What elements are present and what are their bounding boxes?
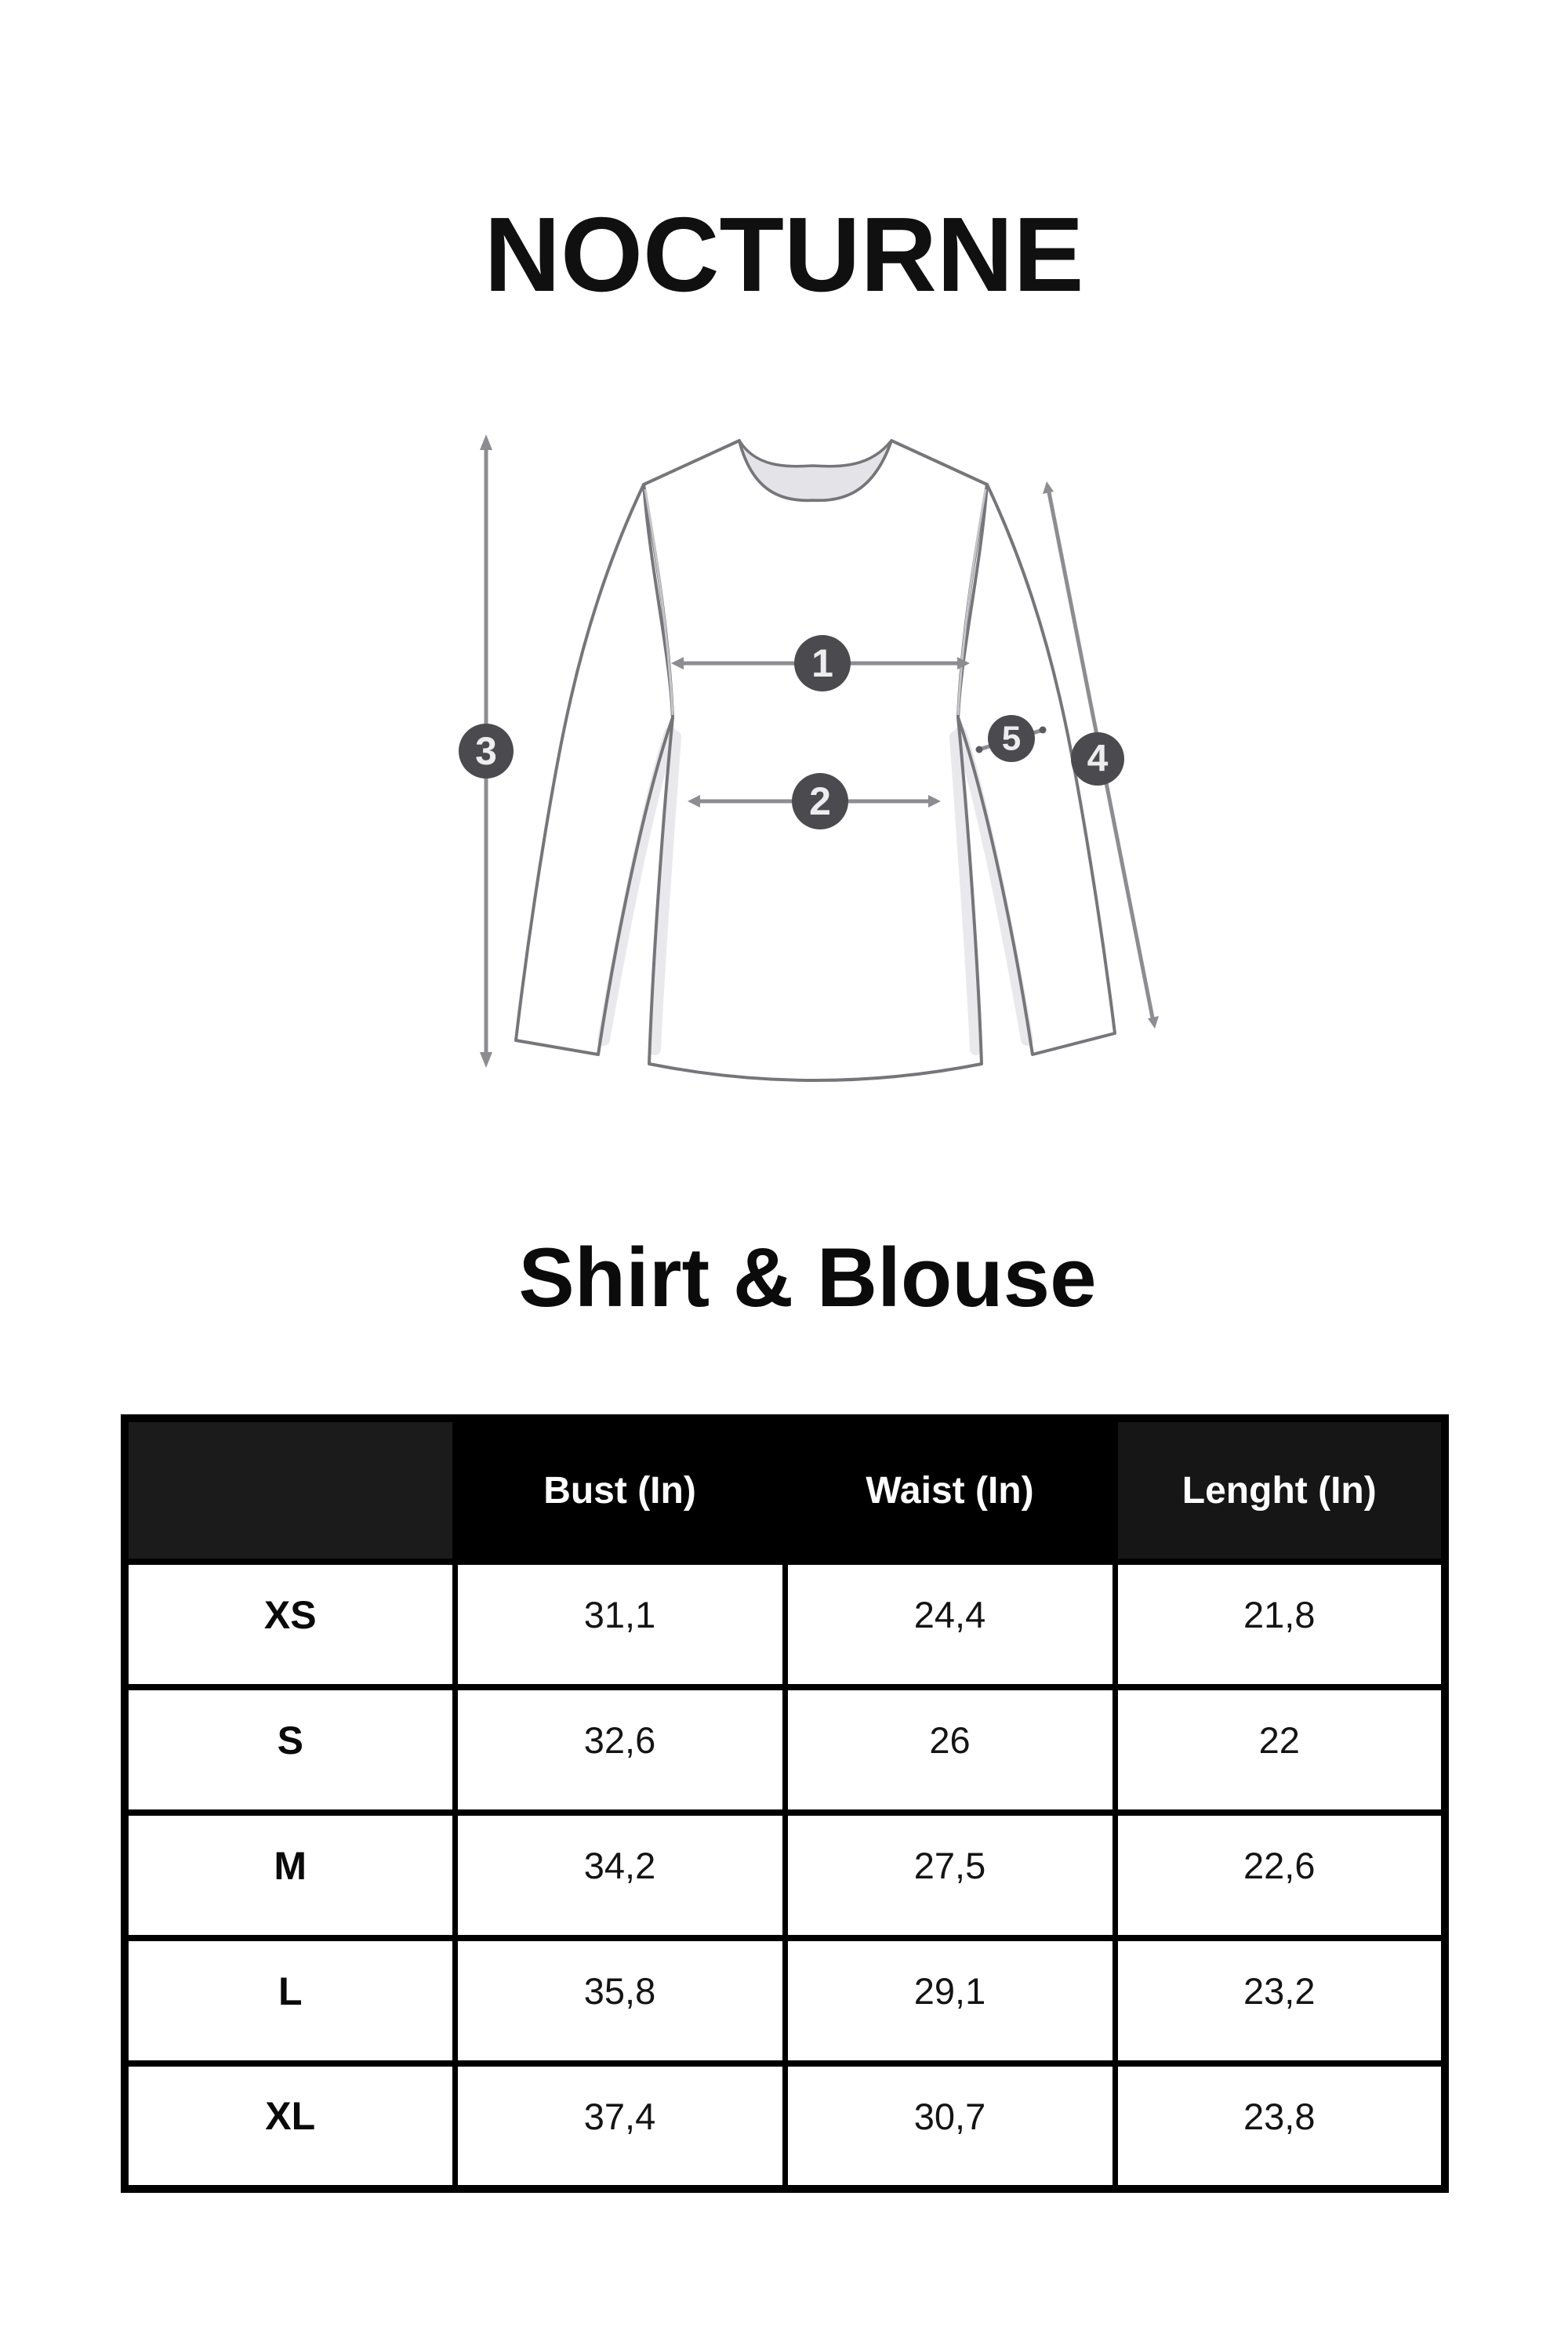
arrowhead-up-icon [480, 434, 492, 450]
size-label: L [125, 1938, 455, 2063]
header-cell-empty [125, 1418, 455, 1562]
header-cell-waist: Waist (In) [785, 1418, 1115, 1562]
measure-dot-icon [1040, 727, 1047, 734]
length-value: 22,6 [1115, 1813, 1445, 1938]
bust-value: 31,1 [455, 1562, 785, 1687]
size-label: M [125, 1813, 455, 1938]
waist-value: 29,1 [785, 1938, 1115, 2063]
waist-value: 26 [785, 1687, 1115, 1813]
table-header-row [125, 1418, 1445, 1562]
marker-label: 1 [811, 641, 833, 685]
table-row [125, 1687, 1445, 1813]
size-label: XL [125, 2063, 455, 2189]
shirt-measurement-diagram [439, 392, 1192, 1145]
measure-dot-icon [976, 746, 983, 753]
marker-label: 5 [1001, 719, 1022, 758]
marker-label: 3 [475, 729, 497, 773]
table-row [125, 2063, 1445, 2189]
waist-value: 24,4 [785, 1562, 1115, 1687]
table-row [125, 1562, 1445, 1687]
bust-value: 35,8 [455, 1938, 785, 2063]
section-title: Shirt & Blouse [518, 1230, 1097, 1324]
header-cell-length: Lenght (In) [1115, 1418, 1445, 1562]
marker-1-badge [794, 635, 851, 691]
size-table [121, 1414, 1449, 2193]
waist-value: 30,7 [785, 2063, 1115, 2189]
bust-value: 37,4 [455, 2063, 785, 2189]
length-value: 22 [1115, 1687, 1445, 1813]
length-value: 21,8 [1115, 1562, 1445, 1687]
brand-logo: NOCTURNE [484, 195, 1084, 314]
arrowhead-down-icon [1148, 1016, 1159, 1029]
torso-fill [644, 441, 987, 1080]
arrowhead-down-icon [480, 1052, 492, 1068]
arrowhead-up-icon [1043, 481, 1054, 494]
header-cell-bust: Bust (In) [455, 1418, 785, 1562]
marker-5-badge [988, 715, 1035, 762]
bust-value: 34,2 [455, 1813, 785, 1938]
length-value: 23,8 [1115, 2063, 1445, 2189]
table-row [125, 1938, 1445, 2063]
length-value: 23,2 [1115, 1938, 1445, 2063]
bust-value: 32,6 [455, 1687, 785, 1813]
marker-label: 2 [809, 779, 831, 823]
size-label: S [125, 1687, 455, 1813]
marker-3-badge [459, 724, 514, 779]
marker-label: 4 [1087, 738, 1109, 780]
table-row [125, 1813, 1445, 1938]
marker-4-badge [1071, 732, 1124, 786]
sleeve-left-fill [516, 485, 673, 1054]
size-label: XS [125, 1562, 455, 1687]
waist-value: 27,5 [785, 1813, 1115, 1938]
marker-2-badge [792, 773, 848, 829]
